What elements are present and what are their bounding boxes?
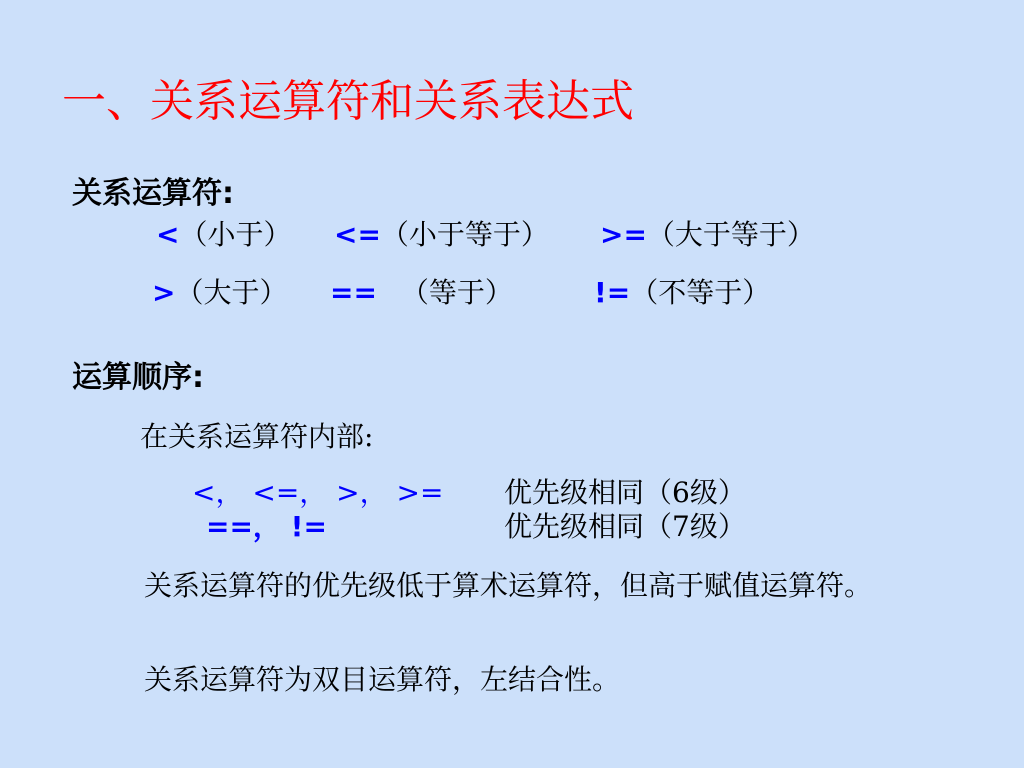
order-intro: 在关系运算符内部: [140,420,374,453]
priority-description: 优先级相同（6级） [504,476,746,509]
operator-symbol: < [156,218,180,251]
operator-symbol: == [330,276,377,309]
operator-description: （小于等于） [380,218,549,251]
operator-item [334,218,549,252]
operator-symbol: >= [600,218,647,251]
operator-item [156,218,291,252]
operator-description: （大于） [175,276,288,309]
operator-description: （小于） [179,218,292,251]
priority-operators: <， <=， >， >= [192,476,444,509]
priority-description: 优先级相同（7级） [504,510,746,543]
operator-symbol: <= [334,218,381,251]
operator-symbol: > [152,276,176,309]
operator-description: （不等于） [630,276,771,309]
operator-symbol: != [594,276,631,309]
operator-description: （等于） [400,276,513,309]
order-heading: 运算顺序: [72,360,204,395]
precedence-note: 关系运算符的优先级低于算术运算符，但高于赋值运算符。 [144,569,873,602]
operators-heading: 关系运算符: [72,176,234,211]
priority-operators: ==， != [206,510,327,543]
associativity-note: 关系运算符为双目运算符，左结合性。 [144,663,621,696]
operator-description: （大于等于） [646,218,815,251]
operator-item [594,276,770,310]
operator-item [152,276,287,310]
operator-item [600,218,815,252]
slide-title: 一、关系运算符和关系表达式 [62,76,634,127]
operator-item [330,276,513,310]
